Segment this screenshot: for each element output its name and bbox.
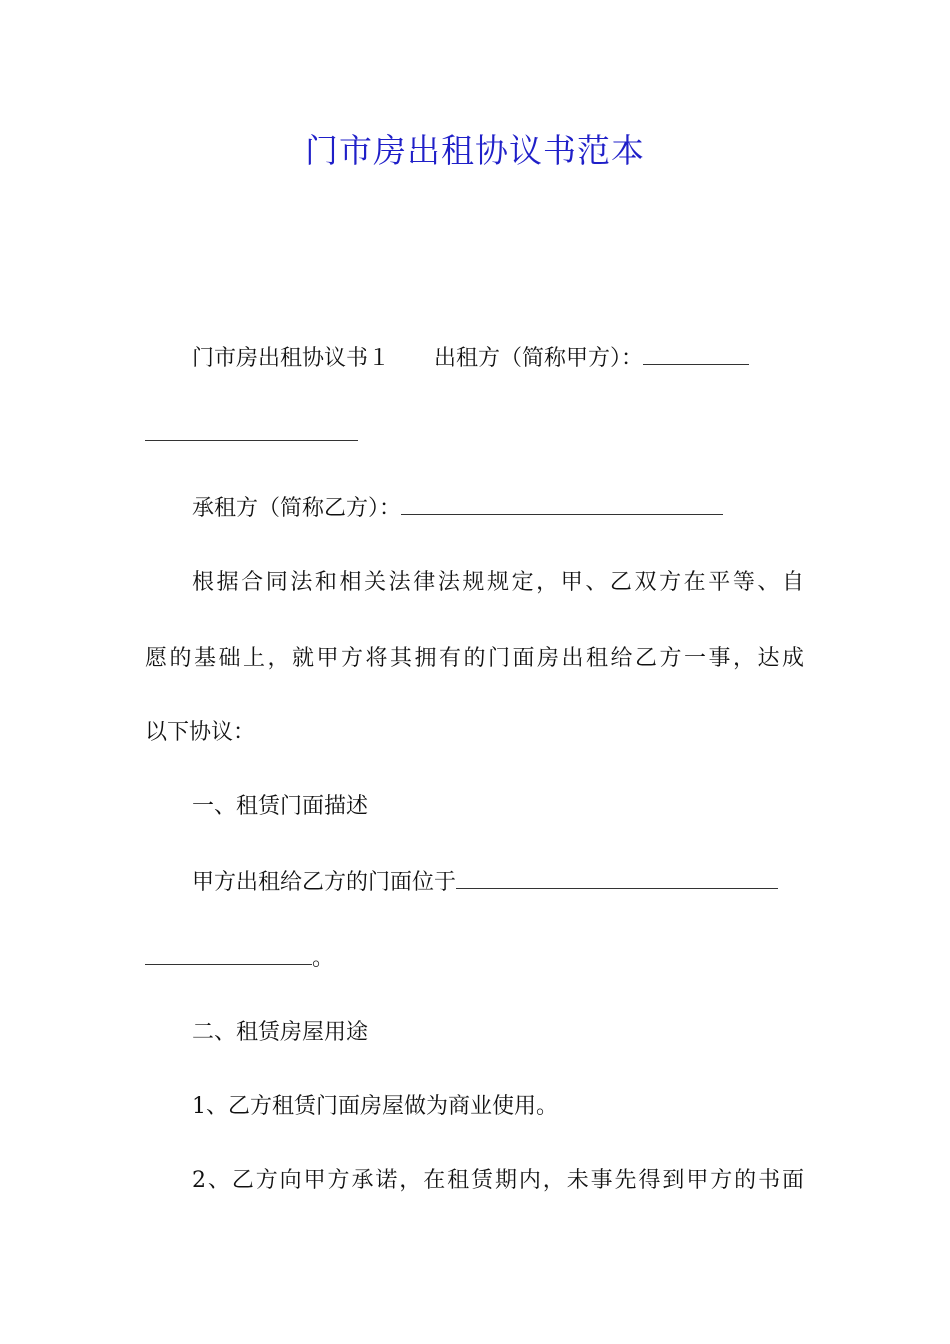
lessor-line-continued <box>145 418 358 452</box>
section-2-heading: 二、租赁房屋用途 <box>192 1020 369 1045</box>
lessor-line <box>192 342 749 376</box>
lessor-blank <box>643 342 749 365</box>
preamble-line-3: 以下协议： <box>145 720 256 745</box>
section-1-heading: 一、租赁门面描述 <box>192 794 369 819</box>
lessor-label: 出租方（简称甲方）： <box>434 346 644 371</box>
preamble-line-2: 愿的基础上，就甲方将其拥有的门面房出租给乙方一事，达成 <box>145 646 804 671</box>
premises-location-line-continued: 。 <box>145 942 334 976</box>
lessor-blank-continued <box>145 418 358 441</box>
premises-location-blank <box>456 866 778 889</box>
section-2-item-1: 1、乙方租赁门面房屋做为商业使用。 <box>192 1094 558 1119</box>
section-2-item-2: 2、乙方向甲方承诺，在租赁期内，未事先得到甲方的书面 <box>192 1168 804 1193</box>
document-title: 门市房出租协议书范本 <box>305 131 645 170</box>
agreement-heading: 门市房出租协议书１ <box>192 346 391 371</box>
lessee-line <box>192 492 723 526</box>
lessee-label: 承租方（简称乙方）： <box>192 496 402 521</box>
preamble-line-1: 根据合同法和相关法律法规规定，甲、乙双方在平等、自 <box>192 570 804 595</box>
premises-location-line <box>192 866 778 900</box>
premises-location-label: 甲方出租给乙方的门面位于 <box>192 870 457 895</box>
lessee-blank <box>401 492 723 515</box>
premises-location-blank-continued <box>145 942 312 965</box>
